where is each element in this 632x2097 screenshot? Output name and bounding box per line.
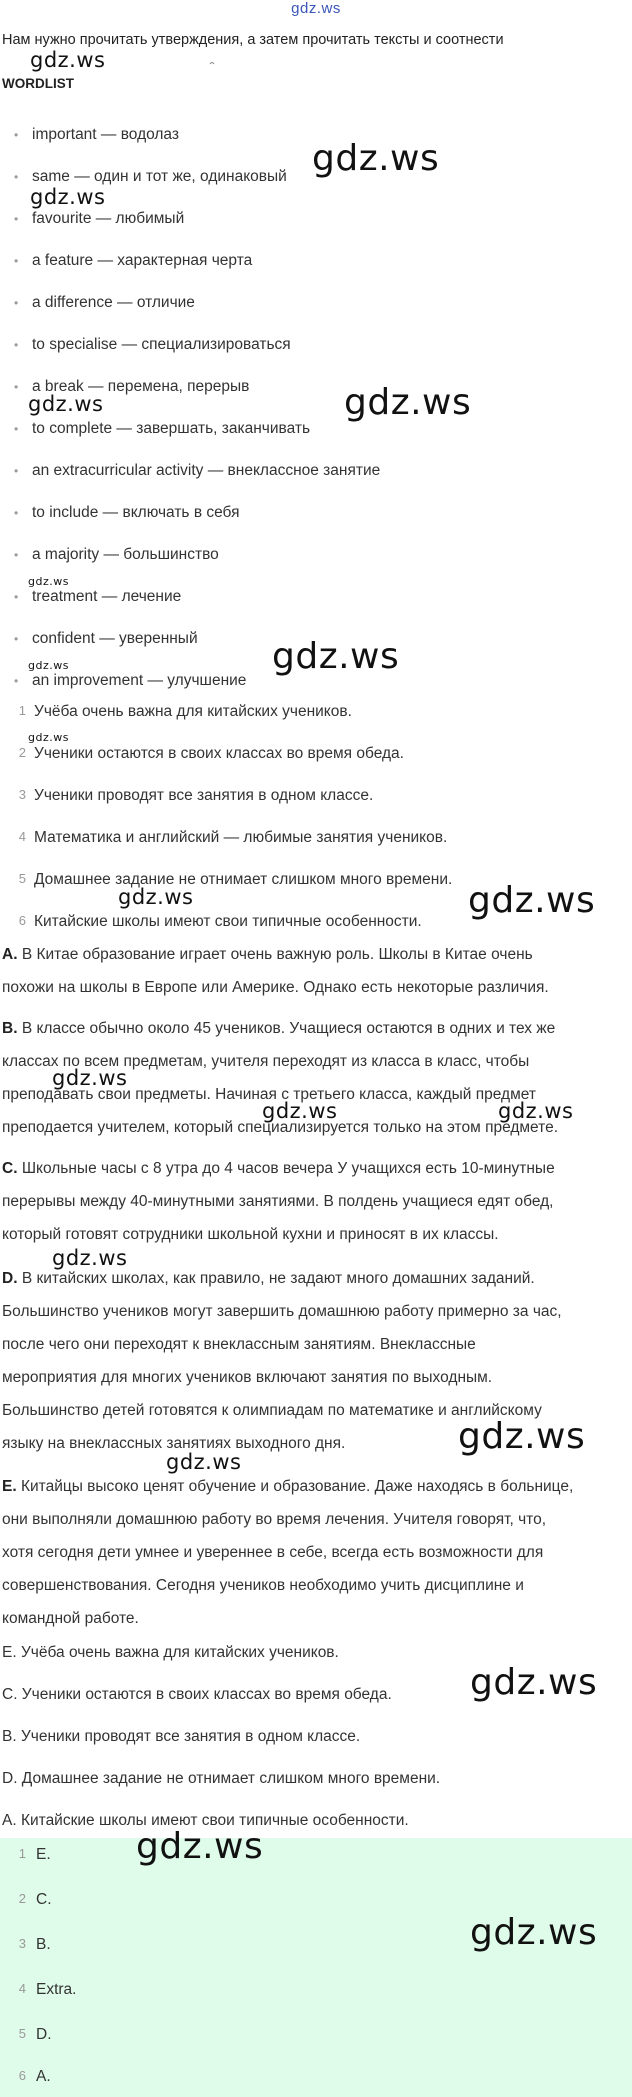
wordlist-item: • a feature — характерная черта: [32, 252, 252, 270]
answer-value: C.: [36, 1891, 52, 1908]
statement-number: 3: [18, 787, 26, 802]
statement-item: [18, 871, 453, 889]
text-line: преподается учителем, который специализируется только на этом предмете.: [2, 1119, 559, 1136]
watermark: gdz.ws: [262, 1099, 338, 1123]
answer-number: 5: [18, 2026, 26, 2041]
wordlist-title: WORDLIST: [2, 76, 74, 91]
text-line: В Китае образование играет очень важную роль. Школы в Китае очень: [21, 946, 533, 963]
watermark: gdz.ws: [52, 1066, 128, 1090]
wordlist-item: • treatment — лечение: [32, 588, 181, 606]
statement-item: [18, 787, 374, 805]
watermark: gdz.ws: [166, 1450, 242, 1474]
answer-number: 1: [18, 1846, 26, 1861]
answer-value: D.: [36, 2026, 52, 2043]
text-line: В классе обычно около 45 учеников. Учащиеся остаются в одних и тех же: [21, 1020, 556, 1037]
wordlist-item: • same — один и тот же, одинаковый: [32, 168, 287, 186]
watermark: gdz.ws: [52, 1246, 128, 1270]
text-line: Школьные часы с 8 утра до 4 часов вечера У учащихся есть 10-минутные: [21, 1160, 555, 1177]
wordlist-item: • to complete — завершать, заканчивать: [32, 420, 310, 438]
task-intro: Нам нужно прочитать утверждения, а затем прочитать тексты и соотнести: [2, 32, 504, 48]
answer-item: [18, 1891, 52, 1909]
statement-text: Домашнее задание не отнимает слишком много времени.: [34, 871, 453, 888]
text-line: похожи на школы в Европе или Америке. Однако есть некоторые различия.: [2, 979, 549, 996]
answer-number: 6: [18, 2068, 26, 2083]
answer-item: [18, 2026, 52, 2044]
match-line: A. Китайские школы имеют свои типичные особенности.: [2, 1812, 409, 1829]
watermark: gdz.ws: [28, 575, 69, 588]
text-line: В китайских школах, как правило, не задают много домашних заданий.: [21, 1270, 535, 1287]
site-logo[interactable]: gdz.ws: [291, 0, 341, 17]
wordlist-item: • favourite — любимый: [32, 210, 184, 228]
text-line: Большинство учеников могут завершить домашнюю работу примерно за час,: [2, 1303, 562, 1320]
text-line: Китайцы высоко ценят обучение и образование. Даже находясь в больнице,: [20, 1478, 574, 1495]
statement-item: [18, 913, 422, 931]
text-line: командной работе.: [2, 1610, 139, 1627]
statement-text: Учёба очень важна для китайских учеников.: [34, 703, 352, 720]
answer-item: [18, 2068, 51, 2086]
answer-item: [18, 1936, 51, 1954]
wordlist-item: • to include — включать в себя: [32, 504, 240, 522]
watermark: gdz.ws: [30, 185, 106, 209]
watermark: gdz.ws: [272, 636, 400, 677]
text-d: [2, 1262, 620, 1460]
text-line: они выполняли домашнюю работу во время лечения. Учителя говорят, что,: [2, 1511, 547, 1528]
text-c: [2, 1152, 620, 1251]
watermark: gdz.ws: [312, 138, 440, 179]
statement-text: Математика и английский — любимые занятия учеников.: [34, 829, 448, 846]
answer-value: B.: [36, 1936, 51, 1953]
wordlist-item: • confident — уверенный: [32, 630, 198, 648]
text-line: классах по всем предметам, учителя переходят из класса в класс, чтобы: [2, 1053, 530, 1070]
answer-value: E.: [36, 1846, 51, 1863]
text-letter: B.: [2, 1020, 18, 1037]
text-letter: C.: [2, 1160, 18, 1177]
text-b: [2, 1012, 620, 1144]
text-letter: D.: [2, 1270, 18, 1287]
statement-item: [18, 703, 352, 721]
wordlist-item: • a difference — отличие: [32, 294, 195, 312]
answer-item: [18, 1981, 77, 1999]
text-line: преподавать свои предметы. Начиная с третьего класса, каждый предмет: [2, 1086, 536, 1103]
match-line: B. Ученики проводят все занятия в одном классе.: [2, 1728, 361, 1745]
text-line: хотя сегодня дети умнее и увереннее в себе, всегда есть возможности для: [2, 1544, 544, 1561]
wordlist-item: • a majority — большинство: [32, 546, 219, 564]
text-line: после чего они переходят к внеклассным занятиям. Внеклассные: [2, 1336, 476, 1353]
cropped-text-line: [0, 60, 632, 68]
wordlist-item: • to specialise — специализироваться: [32, 336, 291, 354]
statement-text: Ученики проводят все занятия в одном классе.: [34, 787, 374, 804]
text-line: совершенствования. Сегодня учеников необходимо учить дисциплине и: [2, 1577, 524, 1594]
answer-value: Extra.: [36, 1981, 77, 1998]
wordlist-item: • an improvement — улучшение: [32, 672, 246, 690]
watermark: gdz.ws: [28, 392, 104, 416]
watermark: gdz.ws: [470, 1662, 598, 1703]
match-line: C. Ученики остаются в своих классах во время обеда.: [2, 1686, 392, 1703]
wordlist-item: • important — водолаз: [32, 126, 179, 144]
watermark: gdz.ws: [118, 885, 194, 909]
text-letter: E.: [2, 1478, 17, 1495]
text-line: языку на внеклассных занятиях выходного дня.: [2, 1435, 346, 1452]
statement-number: 4: [18, 829, 26, 844]
statement-number: 1: [18, 703, 26, 718]
watermark: gdz.ws: [498, 1099, 574, 1123]
match-line: E. Учёба очень важна для китайских учеников.: [2, 1644, 339, 1661]
text-letter: A.: [2, 946, 18, 963]
statement-item: [18, 829, 448, 847]
watermark: gdz.ws: [30, 48, 106, 72]
statement-number: 2: [18, 745, 26, 760]
watermark: gdz.ws: [458, 1416, 586, 1457]
answer-value: A.: [36, 2068, 51, 2085]
text-line: Большинство детей готовятся к олимпиадам по математике и английскому: [2, 1402, 542, 1419]
watermark: gdz.ws: [136, 1826, 264, 1867]
answer-item: [18, 1846, 51, 1864]
text-line: мероприятия для многих учеников включают занятия по выходным.: [2, 1369, 493, 1386]
wordlist-item: • an extracurricular activity — внеклассное занятие: [32, 462, 380, 480]
text-line: перерывы между 40-минутными занятиями. В полдень учащиеся едят обед,: [2, 1193, 554, 1210]
answer-number: 3: [18, 1936, 26, 1951]
statement-number: 5: [18, 871, 26, 886]
watermark: gdz.ws: [28, 659, 69, 672]
match-line: D. Домашнее задание не отнимает слишком много времени.: [2, 1770, 441, 1787]
answer-number: 4: [18, 1981, 26, 1996]
wordlist-item: • a break — перемена, перерыв: [32, 378, 249, 396]
watermark: gdz.ws: [344, 382, 472, 423]
watermark: gdz.ws: [470, 1912, 598, 1953]
statement-text: Ученики остаются в своих классах во время обеда.: [34, 745, 404, 762]
text-e: [2, 1470, 620, 1635]
watermark: gdz.ws: [28, 731, 69, 744]
statement-number: 6: [18, 913, 26, 928]
text-a: [2, 938, 620, 1004]
watermark: gdz.ws: [468, 880, 596, 921]
answers-panel: [0, 1838, 632, 2097]
answer-number: 2: [18, 1891, 26, 1906]
statement-item: [18, 745, 404, 763]
text-line: который готовят сотрудники школьной кухни и приносят в их классы.: [2, 1226, 499, 1243]
statement-text: Китайские школы имеют свои типичные особенности.: [34, 913, 422, 930]
